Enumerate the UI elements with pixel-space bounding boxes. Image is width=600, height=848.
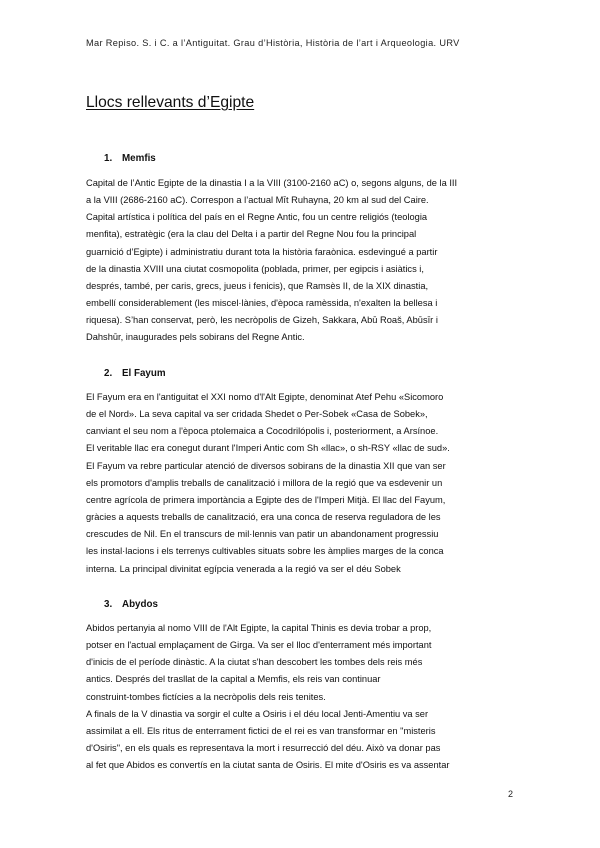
text-line: El veritable llac era conegut durant l'Imperi Antic com Sh «llac», o sh-RSY «llac de sud». (86, 443, 450, 454)
text-line: després, també, per caris, grecs, jueus i fenicis), que Ramsès II, de la XIX dinastia, (86, 280, 429, 291)
text-line: de el Nord». La seva capital va ser cridada Shedet o Per-Sobek «Casa de Sobek», (86, 409, 428, 420)
text-line: d'Osiris", en els quals es representava la mort i resurrecció del déu. Això va donar pas (86, 743, 441, 754)
text-line: antics. Després del trasllat de la capital a Memfis, els reis van continuar (86, 674, 381, 685)
section-number: 2. (104, 368, 113, 379)
text-line: embellí considerablement (les miscel·lànies, d'època ramèssida, n'exalten la bellesa i (86, 298, 438, 309)
text-line: Capital artística i política del país en el Regne Antic, fou un centre religiós (teologia (86, 212, 428, 223)
text-line: Capital de l’Antic Egipte de la dinastia I a la VIII (3100-2160 aC) o, segons alguns, de la III (86, 178, 458, 188)
section-paragraph-abydos (86, 620, 526, 774)
section-number: 3. (104, 599, 113, 610)
section-heading-abydos (104, 599, 158, 610)
section-title: El Fayum (122, 368, 166, 379)
text-line: guarnició d’Egipte) i administratiu durant tota la història faraònica. esdevingué a partir (86, 246, 438, 257)
section-paragraph-memfis (86, 175, 526, 347)
section-heading-el-fayum (104, 368, 166, 379)
text-line: El Fayum va rebre particular atenció de diversos sobirans de la dinastia XII que van ser (86, 460, 446, 471)
text-line: de la dinastia XVIII una ciutat cosmopolita (poblada, primer, per egipcis i asiàtics i, (86, 263, 424, 274)
page-header: Mar Repiso. S. i C. a l’Antiguitat. Grau d’Història, Història de l’art i Arqueologia. URV (86, 38, 460, 48)
section-title: Abydos (122, 599, 158, 610)
text-line: A finals de la V dinastia va sorgir el culte a Osiris i el déu local Jenti-Amentiu va ser (86, 708, 429, 719)
text-line: assimilat a ell. Els ritus de enterrament fictici de el rei es van transformar en "misteris (86, 725, 436, 736)
page-title: Llocs rellevants d’Egipte (86, 94, 255, 111)
text-line: Abidos pertanyia al nomo VIII de l'Alt Egipte, la capital Thinis es devia trobar a prop, (86, 623, 432, 633)
text-line: crescudes de Nil. En el transcurs de mil·lennis van patir un abandonament progressiu (86, 529, 439, 540)
text-line: El Fayum era en l'antiguitat el XXI nomo d'l'Alt Egipte, denominat Atef Pehu «Sicomoro (86, 392, 444, 402)
text-line: interna. La principal divinitat egípcia venerada a la regió va ser el déu Sobek (86, 563, 401, 574)
text-line: Dahshūr, inaugurades pels sobirans del Regne Antic. (86, 332, 305, 343)
section-title: Memfis (122, 153, 156, 164)
text-line: construint-tombes fictícies a la necròpolis dels reis tenites. (86, 691, 326, 702)
section-paragraph-el-fayum (86, 389, 526, 578)
text-line: centre agrícola de primera importància a Egipte des de l'Imperi Mitjà. El llac del Fayum, (86, 494, 446, 505)
text-line: les instal·lacions i els terrenys cultivables situats sobre les àmplies marges de la conca (86, 546, 444, 557)
text-line: els promotors d'amplis treballs de canalització i millora de la regió que va esdevenir un (86, 477, 443, 488)
section-heading-memfis (104, 153, 156, 164)
text-line: d'inicis de el període dinàstic. A la ciutat s'han descobert les tombes dels reis més (86, 657, 423, 668)
page-number: 2 (508, 789, 514, 799)
text-line: canviant el seu nom a l'època ptolemaica a Cocodrilópolis i, posteriorment, a Arsínoe. (86, 426, 439, 437)
text-line: al fet que Abidos es convertís en la ciutat santa de Osiris. El mite d'Osiris es va assentar (86, 760, 450, 771)
text-line: gràcies a aquests treballs de canalització, era una conca de reserva reguladora de les (86, 512, 441, 523)
text-line: menfita), estratègic (era la clau del Delta i a partir del Regne Nou fou la principal (86, 229, 417, 240)
text-line: a la VIII (2686-2160 aC). Correspon a l’actual Mīt Ruhayna, 20 km al sud del Caire. (86, 195, 429, 206)
text-line: potser en l'actual emplaçament de Girga. Va ser el lloc d'enterrament més important (86, 640, 432, 651)
text-line: riquesa). S’han conservat, però, les necròpolis de Gizeh, Sakkara, Abū Roaš, Abūsīr i (86, 315, 438, 326)
section-number: 1. (104, 153, 113, 164)
